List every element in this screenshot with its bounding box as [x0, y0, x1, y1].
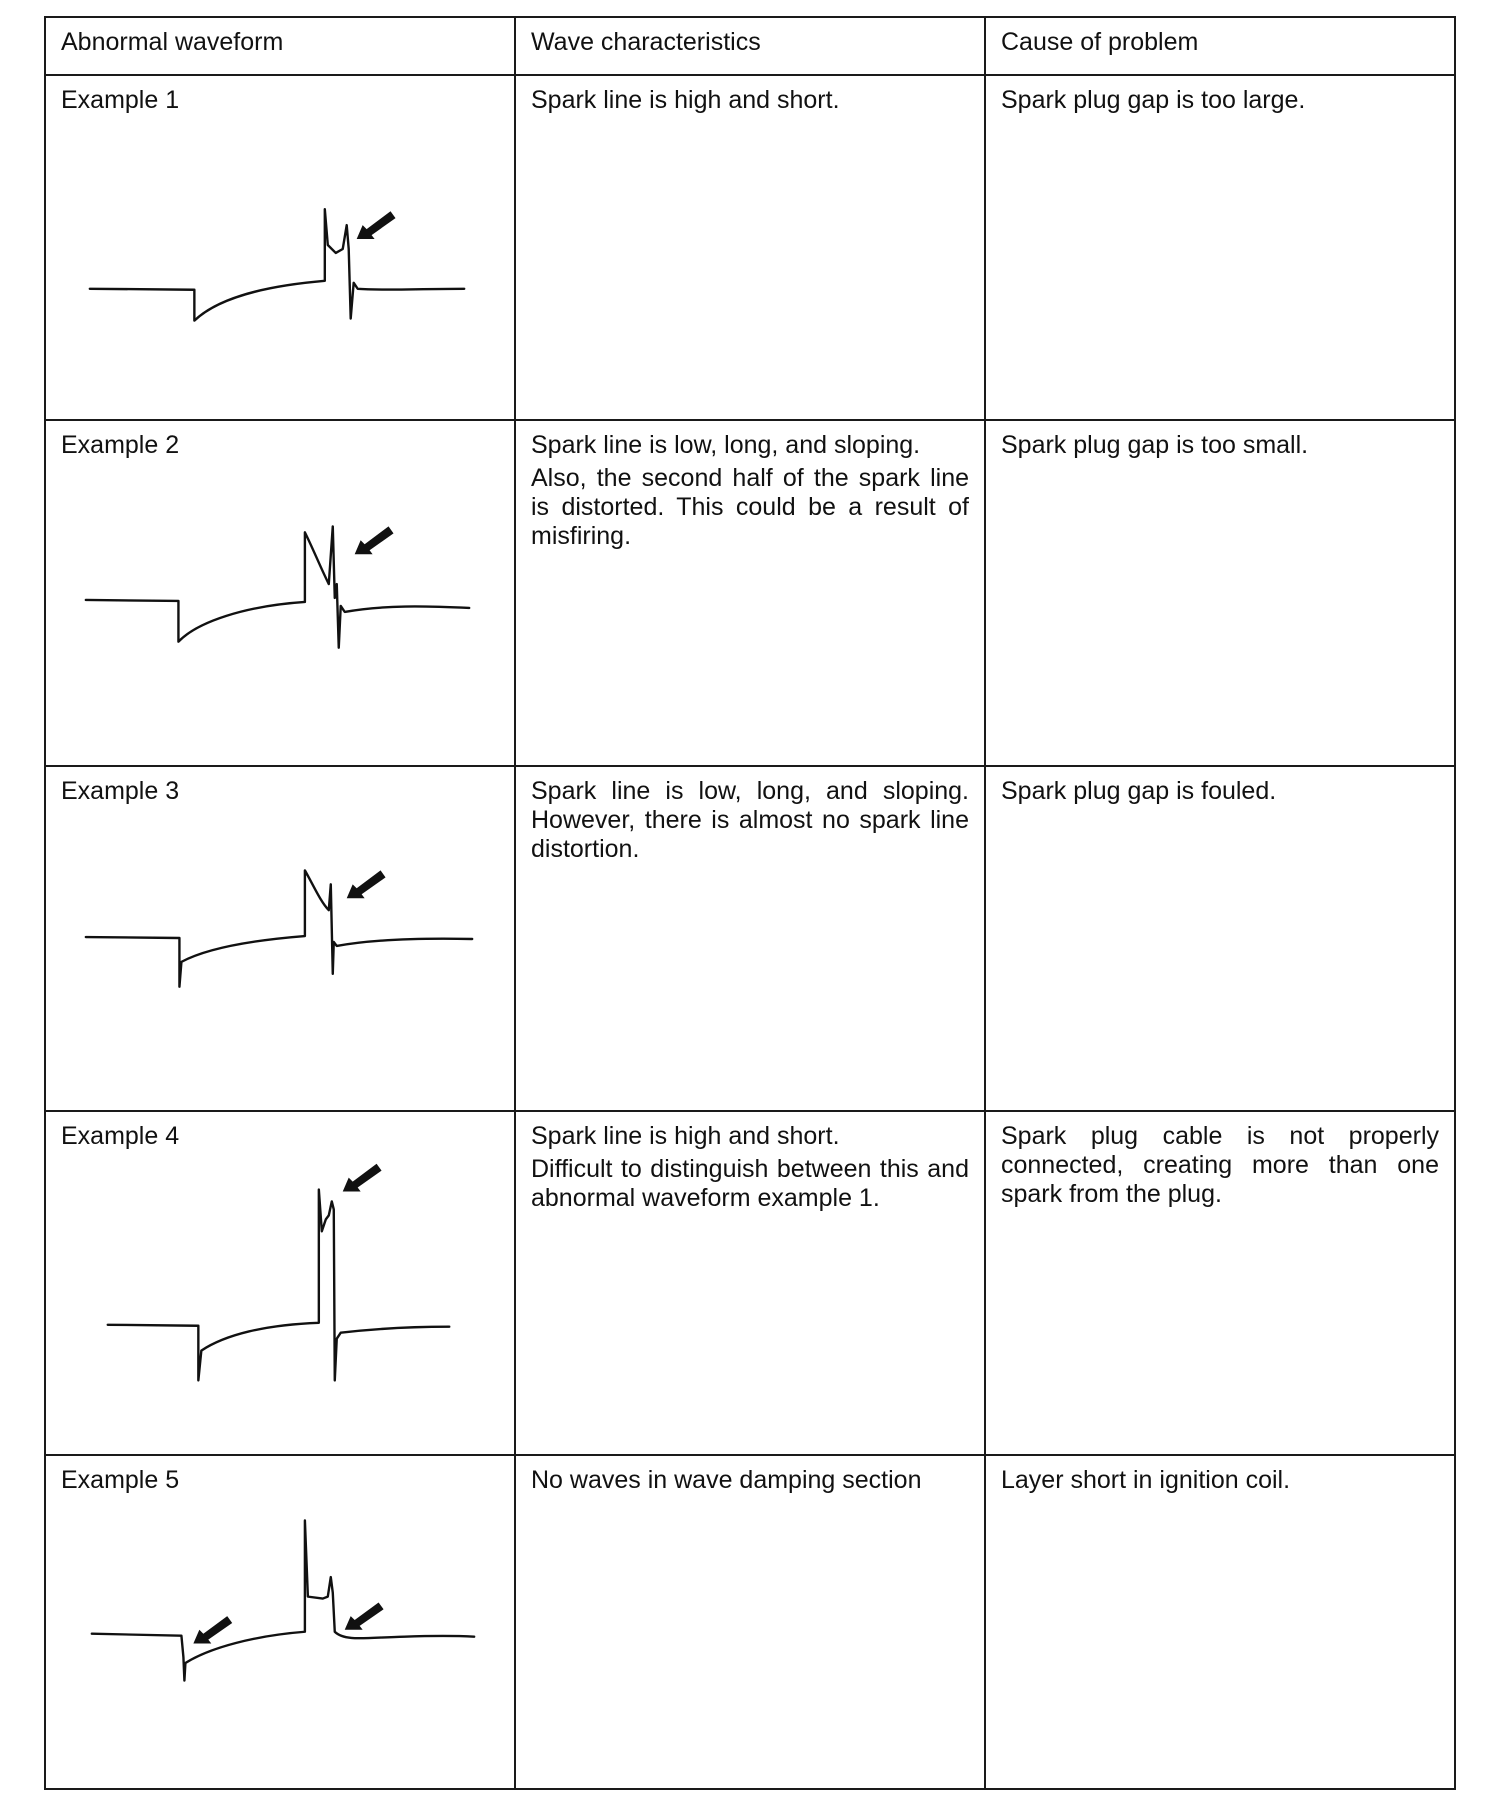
- characteristics-cell: [515, 1455, 985, 1789]
- table-row: [45, 75, 1455, 420]
- example-label: Example 3: [61, 777, 180, 805]
- waveform-low-long-distorted-spark-line-icon: [46, 421, 514, 765]
- example-label: Example 1: [61, 86, 180, 114]
- header-row: [45, 17, 1455, 75]
- waveform-high-short-double-spike-icon: [46, 1112, 514, 1454]
- header-wave-characteristics: Wave characteristics: [515, 17, 985, 75]
- characteristics-cell: [515, 420, 985, 766]
- cause-cell: [985, 766, 1455, 1111]
- table-row: [45, 1455, 1455, 1789]
- header-abnormal-waveform: Abnormal waveform: [45, 17, 515, 75]
- cause-cell: [985, 1111, 1455, 1455]
- waveform-cell: [45, 420, 515, 766]
- waveform-no-damping-waves-icon: [46, 1456, 514, 1788]
- characteristics-text: Difficult to distinguish between this and abnormal waveform example 1.: [531, 1155, 969, 1212]
- header-cause-of-problem: Cause of problem: [985, 17, 1455, 75]
- cause-cell: [985, 75, 1455, 420]
- cause-text: Spark plug gap is fouled.: [1001, 777, 1277, 805]
- waveform-cell: [45, 1455, 515, 1789]
- characteristics-cell: [515, 1111, 985, 1455]
- characteristics-text: Spark line is low, long, and sloping.: [531, 431, 921, 459]
- example-label: Example 4: [61, 1122, 180, 1150]
- characteristics-text: Spark line is high and short.: [531, 86, 840, 114]
- cause-text: Layer short in ignition coil.: [1001, 1466, 1291, 1494]
- characteristics-cell: [515, 766, 985, 1111]
- cause-text: Spark plug gap is too large.: [1001, 86, 1306, 114]
- waveform-low-long-sloping-spark-line-icon: [46, 767, 514, 1110]
- waveform-high-short-spark-line-icon: [46, 76, 514, 419]
- cause-text: Spark plug cable is not properly connected, creating more than one spark from the plug.: [1001, 1122, 1439, 1208]
- cause-text: Spark plug gap is too small.: [1001, 431, 1309, 459]
- table-row: [45, 766, 1455, 1111]
- waveform-cell: [45, 766, 515, 1111]
- characteristics-cell: [515, 75, 985, 420]
- characteristics-text: Spark line is low, long, and sloping. However, there is almost no spark line distortion.: [531, 777, 969, 863]
- cause-cell: [985, 1455, 1455, 1789]
- characteristics-text: Also, the second half of the spark line is distorted. This could be a result of misfiring.: [531, 464, 969, 550]
- waveform-cell: [45, 1111, 515, 1455]
- table-row: [45, 1111, 1455, 1455]
- waveform-table: [44, 16, 1456, 1790]
- cause-cell: [985, 420, 1455, 766]
- waveform-cell: [45, 75, 515, 420]
- example-label: Example 5: [61, 1466, 180, 1494]
- table-row: [45, 420, 1455, 766]
- characteristics-text: Spark line is high and short.: [531, 1122, 840, 1150]
- example-label: Example 2: [61, 431, 180, 459]
- characteristics-text: No waves in wave damping section: [531, 1466, 922, 1494]
